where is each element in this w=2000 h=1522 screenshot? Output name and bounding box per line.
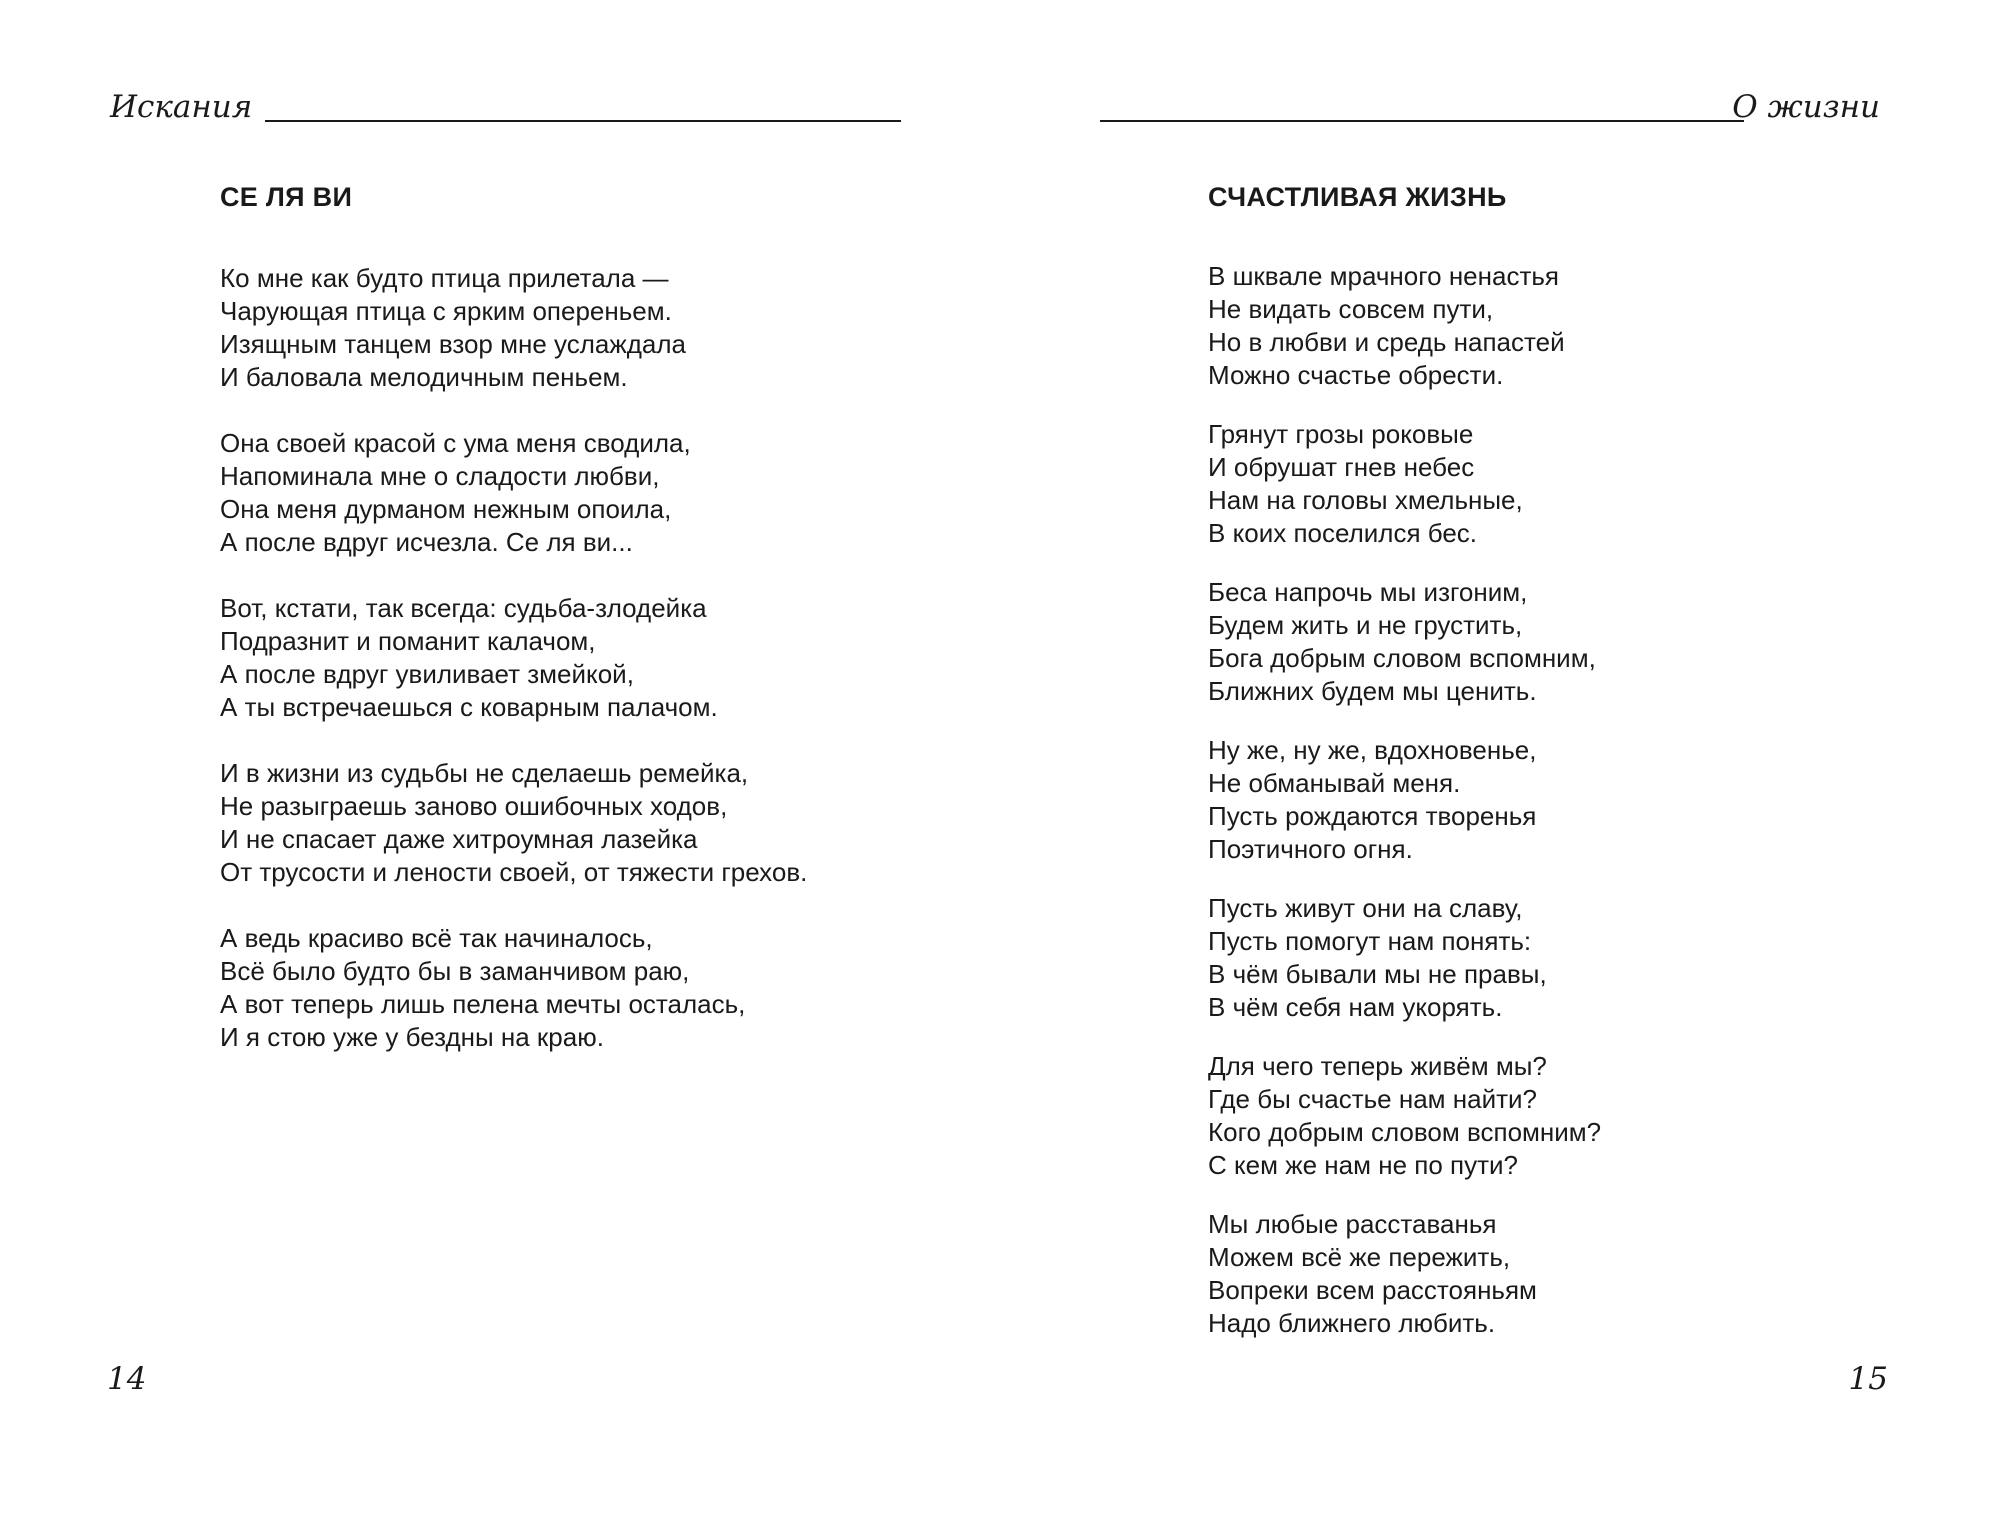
page-number: 15 — [1848, 1361, 1888, 1397]
poem-line: Напоминала мне о сладости любви, — [220, 461, 660, 491]
poem-body — [1208, 260, 1601, 1366]
poem-line: Ко мне как будто птица прилетала — — [220, 263, 669, 293]
poem-line: Беса напрочь мы изгоним, — [1208, 577, 1528, 607]
stanza — [220, 757, 807, 889]
poem-line: А после вдруг исчезла. Се ля ви... — [220, 527, 633, 557]
poem-line: Не разыграешь заново ошибочных ходов, — [220, 791, 728, 821]
header-rule — [1100, 120, 1744, 122]
poem-line: Она меня дурманом нежным опоила, — [220, 494, 672, 524]
poem-title: СЧАСТЛИВАЯ ЖИЗНЬ — [1208, 182, 1507, 212]
stanza — [1208, 1050, 1601, 1182]
stanza — [1208, 892, 1601, 1024]
poem-body — [220, 262, 807, 1087]
poem-line: Пусть рождаются творенья — [1208, 801, 1537, 831]
poem-line: Она своей красой с ума меня сводила, — [220, 428, 691, 458]
poem-line: Всё было будто бы в заманчивом раю, — [220, 956, 690, 986]
poem-line: И не спасает даже хитроумная лазейка — [220, 824, 698, 854]
poem-line: И в жизни из судьбы не сделаешь ремейка, — [220, 758, 749, 788]
stanza — [1208, 418, 1601, 550]
stanza — [220, 427, 807, 559]
poem-line: Мы любые расставанья — [1208, 1209, 1497, 1239]
poem-line: Ну же, ну же, вдохновенье, — [1208, 735, 1537, 765]
stanza — [220, 592, 807, 724]
stanza — [220, 922, 807, 1054]
poem-line: Вопреки всем расстояньям — [1208, 1275, 1537, 1305]
poem-line: Будем жить и не грустить, — [1208, 610, 1523, 640]
header-rule — [265, 120, 901, 122]
poem-line: В чём бывали мы не правы, — [1208, 959, 1547, 989]
poem-line: Грянут грозы роковые — [1208, 419, 1474, 449]
stanza — [1208, 1208, 1601, 1340]
poem-line: Можно счастье обрести. — [1208, 360, 1504, 390]
poem-line: Не видать совсем пути, — [1208, 294, 1494, 324]
poem-line: Нам на головы хмельные, — [1208, 485, 1523, 515]
poem-line: И баловала мелодичным пеньем. — [220, 362, 628, 392]
poem-line: В чём себя нам укорять. — [1208, 992, 1503, 1022]
poem-line: Где бы счастье нам найти? — [1208, 1084, 1537, 1114]
stanza — [220, 262, 807, 394]
poem-title: СЕ ЛЯ ВИ — [220, 182, 353, 212]
poem-line: А ты встречаешься с коварным палачом. — [220, 692, 718, 722]
poem-line: Ближних будем мы ценить. — [1208, 676, 1537, 706]
poem-line: В шквале мрачного ненастья — [1208, 261, 1559, 291]
poem-line: Бога добрым словом вспомним, — [1208, 643, 1596, 673]
running-head: О жизни — [1732, 89, 1880, 125]
poem-line: А вот теперь лишь пелена мечты осталась, — [220, 989, 746, 1019]
poem-line: Вот, кстати, так всегда: судьба-злодейка — [220, 593, 707, 623]
poem-line: Для чего теперь живём мы? — [1208, 1051, 1547, 1081]
poem-line: Можем всё же пережить, — [1208, 1242, 1511, 1272]
poem-line: И обрушат гнев небес — [1208, 452, 1475, 482]
poem-line: А после вдруг увиливает змейкой, — [220, 659, 634, 689]
poem-line: Изящным танцем взор мне услаждала — [220, 329, 687, 359]
page-number: 14 — [107, 1361, 147, 1397]
poem-line: Надо ближнего любить. — [1208, 1308, 1496, 1338]
poem-line: Пусть живут они на славу, — [1208, 893, 1523, 923]
poem-line: И я стою уже у бездны на краю. — [220, 1022, 604, 1052]
right-page — [1000, 0, 2000, 1522]
poem-line: Поэтичного огня. — [1208, 834, 1413, 864]
stanza — [1208, 576, 1601, 708]
poem-line: В коих поселился бес. — [1208, 518, 1478, 548]
poem-line: Пусть помогут нам понять: — [1208, 926, 1532, 956]
poem-line: Чарующая птица с ярким опереньем. — [220, 296, 672, 326]
poem-line: От трусости и лености своей, от тяжести грехов. — [220, 857, 808, 887]
running-head: Искания — [110, 89, 253, 125]
poem-line: Кого добрым словом вспомним? — [1208, 1117, 1602, 1147]
poem-line: С кем же нам не по пути? — [1208, 1150, 1518, 1180]
poem-line: Но в любви и средь напастей — [1208, 327, 1565, 357]
stanza — [1208, 734, 1601, 866]
poem-line: Не обманывай меня. — [1208, 768, 1461, 798]
poem-line: Подразнит и поманит калачом, — [220, 626, 596, 656]
poem-line: А ведь красиво всё так начиналось, — [220, 923, 653, 953]
stanza — [1208, 260, 1601, 392]
